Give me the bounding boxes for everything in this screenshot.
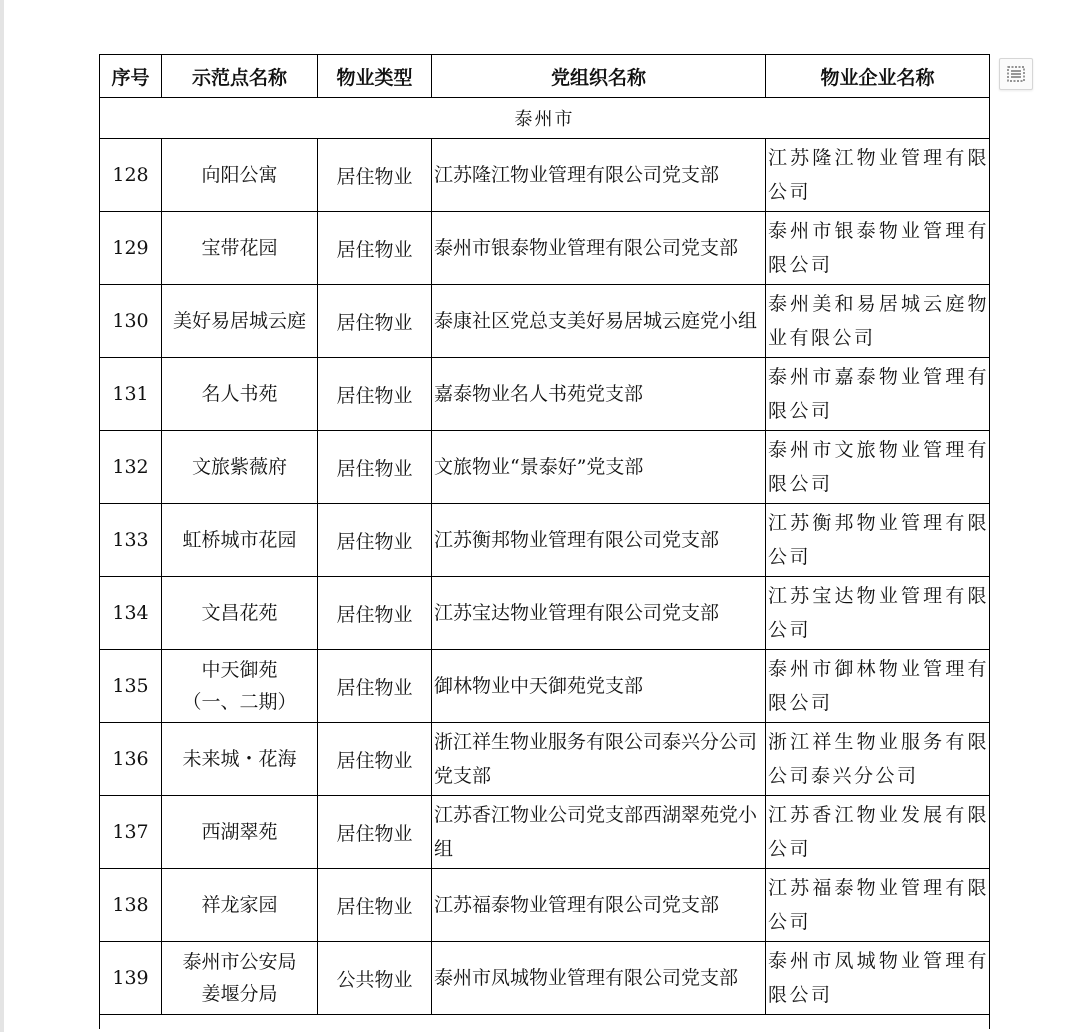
row-site-name: 向阳公寓 bbox=[162, 139, 318, 212]
row-number: 130 bbox=[100, 285, 162, 358]
table-row bbox=[100, 577, 990, 650]
row-number: 133 bbox=[100, 504, 162, 577]
table-row bbox=[100, 431, 990, 504]
row-site-name: 美好易居城云庭 bbox=[162, 285, 318, 358]
row-company: 泰州市嘉泰物业管理有限公司 bbox=[766, 358, 990, 431]
table-row bbox=[100, 285, 990, 358]
row-party-org: 江苏宝达物业管理有限公司党支部 bbox=[432, 577, 766, 650]
row-number: 136 bbox=[100, 723, 162, 796]
row-site-name: 泰州市公安局 姜堰分局 bbox=[162, 942, 318, 1015]
row-site-name: 虹桥城市花园 bbox=[162, 504, 318, 577]
row-property-type: 居住物业 bbox=[318, 577, 432, 650]
row-party-org: 江苏香江物业公司党支部西湖翠苑党小组 bbox=[432, 796, 766, 869]
table-row bbox=[100, 723, 990, 796]
table-header-row bbox=[100, 55, 990, 98]
row-site-name: 文旅紫薇府 bbox=[162, 431, 318, 504]
row-property-type: 居住物业 bbox=[318, 212, 432, 285]
screenshot-select-icon bbox=[1006, 65, 1026, 83]
row-number: 137 bbox=[100, 796, 162, 869]
row-property-type: 居住物业 bbox=[318, 796, 432, 869]
row-property-type: 居住物业 bbox=[318, 431, 432, 504]
table-row-continued bbox=[100, 1015, 990, 1030]
row-site-name: 西湖翠苑 bbox=[162, 796, 318, 869]
row-property-type: 居住物业 bbox=[318, 723, 432, 796]
page-edge bbox=[0, 0, 4, 1032]
row-number: 131 bbox=[100, 358, 162, 431]
row-party-org: 浙江祥生物业服务有限公司泰兴分公司党支部 bbox=[432, 723, 766, 796]
row-company: 泰州市银泰物业管理有限公司 bbox=[766, 212, 990, 285]
table-row bbox=[100, 650, 990, 723]
row-property-type: 居住物业 bbox=[318, 358, 432, 431]
table-row bbox=[100, 869, 990, 942]
row-company: 浙江祥生物业服务有限公司泰兴分公司 bbox=[766, 723, 990, 796]
header-no: 序号 bbox=[100, 55, 162, 98]
row-company: 泰州市凤城物业管理有限公司 bbox=[766, 942, 990, 1015]
row-company: 泰州市文旅物业管理有限公司 bbox=[766, 431, 990, 504]
row-company: 泰州美和易居城云庭物业有限公司 bbox=[766, 285, 990, 358]
row-number: 129 bbox=[100, 212, 162, 285]
row-site-name: 宝带花园 bbox=[162, 212, 318, 285]
row-company: 江苏隆江物业管理有限公司 bbox=[766, 139, 990, 212]
row-party-org: 泰州市凤城物业管理有限公司党支部 bbox=[432, 942, 766, 1015]
row-site-name: 未来城・花海 bbox=[162, 723, 318, 796]
row-party-org: 泰州市银泰物业管理有限公司党支部 bbox=[432, 212, 766, 285]
row-site-name: 名人书苑 bbox=[162, 358, 318, 431]
header-site-name: 示范点名称 bbox=[162, 55, 318, 98]
row-number: 135 bbox=[100, 650, 162, 723]
header-party-org: 党组织名称 bbox=[432, 55, 766, 98]
row-site-name: 文昌花苑 bbox=[162, 577, 318, 650]
header-property-type: 物业类型 bbox=[318, 55, 432, 98]
row-site-name: 祥龙家园 bbox=[162, 869, 318, 942]
row-company: 江苏福泰物业管理有限公司 bbox=[766, 869, 990, 942]
row-party-org: 江苏衡邦物业管理有限公司党支部 bbox=[432, 504, 766, 577]
row-party-org: 嘉泰物业名人书苑党支部 bbox=[432, 358, 766, 431]
row-number: 134 bbox=[100, 577, 162, 650]
table-row bbox=[100, 358, 990, 431]
table-row bbox=[100, 212, 990, 285]
row-company: 江苏衡邦物业管理有限公司 bbox=[766, 504, 990, 577]
region-row bbox=[100, 98, 990, 139]
row-property-type: 居住物业 bbox=[318, 285, 432, 358]
row-property-type: 居住物业 bbox=[318, 650, 432, 723]
continued-cell bbox=[100, 1015, 990, 1030]
row-property-type: 公共物业 bbox=[318, 942, 432, 1015]
row-company: 江苏香江物业发展有限公司 bbox=[766, 796, 990, 869]
row-party-org: 御林物业中天御苑党支部 bbox=[432, 650, 766, 723]
row-property-type: 居住物业 bbox=[318, 504, 432, 577]
document-table-wrapper bbox=[99, 54, 989, 1029]
row-property-type: 居住物业 bbox=[318, 869, 432, 942]
row-party-org: 文旅物业“景泰好”党支部 bbox=[432, 431, 766, 504]
screenshot-select-button[interactable] bbox=[999, 58, 1033, 90]
header-company: 物业企业名称 bbox=[766, 55, 990, 98]
row-party-org: 江苏隆江物业管理有限公司党支部 bbox=[432, 139, 766, 212]
row-party-org: 江苏福泰物业管理有限公司党支部 bbox=[432, 869, 766, 942]
region-label: 泰州市 bbox=[100, 98, 990, 139]
property-demo-table bbox=[99, 54, 990, 1029]
row-site-name: 中天御苑 （一、二期） bbox=[162, 650, 318, 723]
table-row bbox=[100, 504, 990, 577]
row-number: 128 bbox=[100, 139, 162, 212]
row-number: 132 bbox=[100, 431, 162, 504]
row-number: 139 bbox=[100, 942, 162, 1015]
row-company: 泰州市御林物业管理有限公司 bbox=[766, 650, 990, 723]
row-property-type: 居住物业 bbox=[318, 139, 432, 212]
row-number: 138 bbox=[100, 869, 162, 942]
table-row bbox=[100, 942, 990, 1015]
row-party-org: 泰康社区党总支美好易居城云庭党小组 bbox=[432, 285, 766, 358]
row-company: 江苏宝达物业管理有限公司 bbox=[766, 577, 990, 650]
table-row bbox=[100, 796, 990, 869]
table-row bbox=[100, 139, 990, 212]
